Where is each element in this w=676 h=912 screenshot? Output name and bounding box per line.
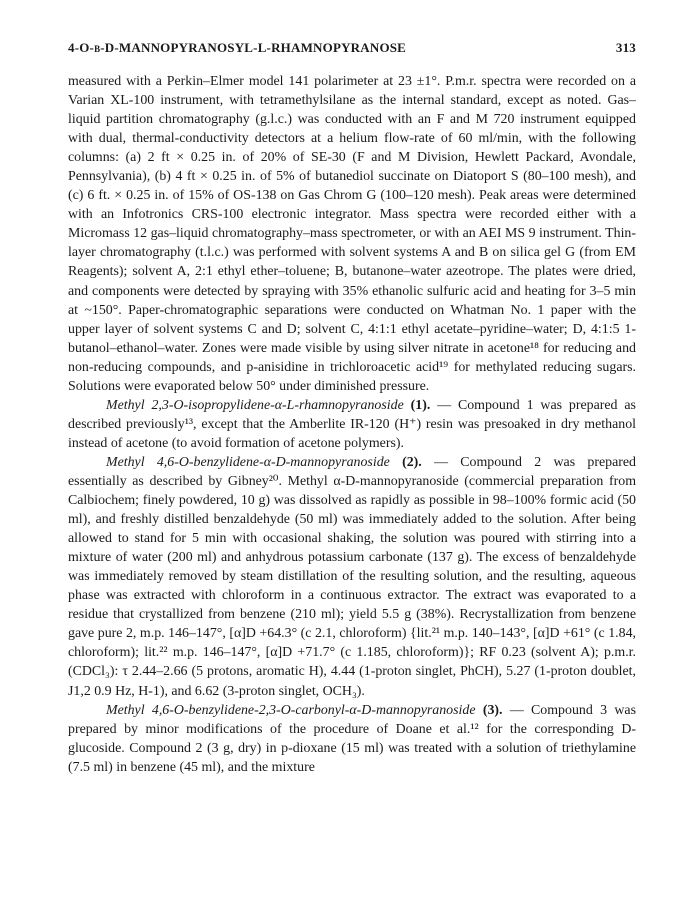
page-number: 313	[615, 40, 636, 55]
compound-heading: Methyl 4,6-O-benzylidene-2,3-O-carbonyl-α-D-mannopyranoside	[106, 702, 476, 718]
paragraph-compound-3	[68, 701, 636, 777]
compound-heading: Methyl 4,6-O-benzylidene-α-D-mannopyranoside	[106, 454, 390, 470]
paragraph-text: — Compound 2 was prepared essentially as described by Gibney²⁰. Methyl α-D-mannopyranoside (commercial preparation from Calbiochem; finely powdered, 10 g) was dissolved as rapidly as possible in 98–100% formic acid (50 ml), and freshly distilled benzaldehyde (50 ml) was immediately added to the solution. After being allowed to stand for 5 min with occasional shaking, the solution was poured with stirring into a mixture of water (200 ml) and anhydrous potassium carbonate (137 g). The excess of benzaldehyde was immediately removed by steam distillation of the resulting solution, and the resulting, aqueous phase was extracted with chloroform in a continuous extractor. The extract was evaporated to a residue that crystallized from benzene (210 ml); yield 5.5 g (38%). Recrystallization from benzene gave pure 2, m.p. 146–147°, [α]D +64.3° (c 2.1, chloroform) {lit.²¹ m.p. 140–143°, [α]D +61° (c 1.84, chloroform); lit.²² m.p. 146–147°, [α]D +71.7° (c 1.185, chloroform)}; RF 0.23 (solvent A); p.m.r. (CDCl₃): τ 2.44–2.66 (5 protons, aromatic H), 4.44 (1-proton singlet, PhCH), 5.27 (1-proton doublet, J1,2 0.9 Hz, H-1), and 6.62 (3-proton singlet, OCH₃).	[68, 454, 636, 699]
running-title: 4-O-β-D-MANNOPYRANOSYL-L-RHAMNOPYRANOSE	[68, 40, 407, 55]
running-head	[68, 40, 636, 56]
compound-heading: Methyl 2,3-O-isopropylidene-α-L-rhamnopyranoside	[106, 397, 404, 413]
paragraph-compound-1	[68, 396, 636, 453]
compound-number: (3).	[482, 702, 503, 718]
paragraph-text: measured with a Perkin–Elmer model 141 polarimeter at 23 ±1°. P.m.r. spectra were recorded on a Varian XL-100 instrument, with tetramethylsilane as the internal standard, except as noted. Gas–liquid partition chromatography (g.l.c.) was conducted with an F and M 720 instrument equipped with dual, thermal-conductivity detectors at a helium flow-rate of 60 ml/min, with the following columns: (a) 2 ft × 0.25 in. of 20% of SE-30 (F and M Division, Hewlett Packard, Avondale, Pennsylvania), (b) 4 ft × 0.25 in. of 5% of butanediol succinate on Diatoport S (80–100 mesh), and (c) 6 ft. × 0.25 in. of 15% of OS-138 on Gas Chrom G (100–120 mesh). Peak areas were determined with an Infotronics CRS-100 electronic integrator. Mass spectra were recorded either with a Micromass 12 gas–liquid chromatography–mass spectrometer, or with an AEI MS 9 instrument. Thin-layer chromatography (t.l.c.) was performed with solvent systems A and B on silica gel G (from EM Reagents); solvent A, 2:1 ethyl ether–toluene; B, butanone–water azeotrope. The plates were dried, and components were detected by spraying with 35% ethanolic sulfuric acid and heating for 3–5 min at ~150°. Paper-chromatographic separations were conducted on Whatman No. 1 paper with the upper layer of solvent systems C and D; solvent C, 4:1:1 ethyl acetate–pyridine–water; D, 4:1:5 1-butanol–ethanol–water. Zones were made visible by using silver nitrate in acetone¹⁸ for reducing and non-reducing compounds, and p-anisidine in trichloroacetic acid¹⁹ for methylated reducing sugars. Solutions were evaporated below 50° under diminished pressure.	[68, 74, 636, 394]
compound-number: (1).	[410, 397, 431, 413]
paragraph-text: — Compound 1 was prepared as described previously¹³, except that the Amberlite IR-120 (H⁺) resin was presoaked in dry methanol instead of acetone (to avoid formation of acetone polymers).	[68, 397, 636, 451]
body-text	[68, 72, 636, 777]
paragraph-compound-2	[68, 453, 636, 701]
compound-number: (2).	[402, 454, 422, 470]
paragraph-text: — Compound 3 was prepared by minor modifications of the procedure of Doane et al.¹² for the corresponding D-glucoside. Compound 2 (3 g, dry) in p-dioxane (15 ml) was treated with a solution of triethylamine (7.5 ml) in benzene (45 ml), and the mixture	[68, 702, 636, 775]
paragraph-experimental-methods	[68, 72, 636, 396]
